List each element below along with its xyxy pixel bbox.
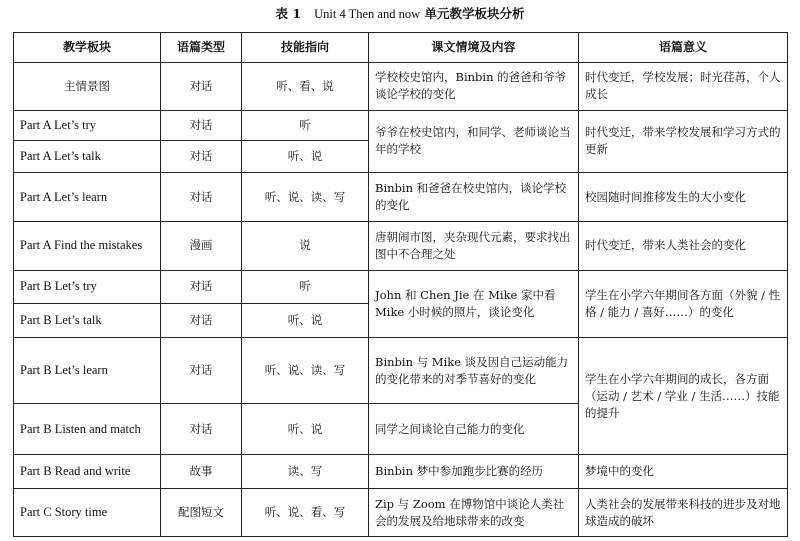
cell-meaning: 时代变迁，带来人类社会的变化: [579, 222, 788, 271]
cell-meaning: 校园随时间推移发生的大小变化: [579, 173, 788, 222]
cell-skills: 听、看、说: [242, 63, 369, 111]
cell-context: Binbin 与 Mike 谈及因自己运动能力的变化带来的对季节喜好的变化: [369, 338, 579, 404]
caption-unit: Unit 4 Then and now: [314, 7, 421, 21]
cell-type: 对话: [161, 270, 242, 303]
table-row: [14, 110, 788, 141]
cell-block: Part A Let’s learn: [14, 173, 161, 222]
cell-block: Part A Let’s try: [14, 110, 161, 141]
cell-block: Part B Let’s talk: [14, 303, 161, 338]
cell-type: 对话: [161, 303, 242, 338]
cell-skills: 读、写: [242, 455, 369, 489]
cell-context: 爷爷在校史馆内，和同学、老师谈论当年的学校: [369, 110, 579, 172]
cell-type: 对话: [161, 338, 242, 404]
table-row: [14, 489, 788, 537]
cell-skills: 听: [242, 270, 369, 303]
cell-type: 对话: [161, 173, 242, 222]
header-meaning: 语篇意义: [579, 33, 788, 63]
cell-block: Part B Let’s try: [14, 270, 161, 303]
cell-skills: 听、说、看、写: [242, 489, 369, 537]
cell-context: Binbin 梦中参加跑步比赛的经历: [369, 455, 579, 489]
cell-meaning: 人类社会的发展带来科技的进步及对地球造成的破坏: [579, 489, 788, 537]
table-caption: [0, 4, 800, 24]
table-row: [14, 63, 788, 111]
cell-context: Binbin 和爸爸在校史馆内，谈论学校的变化: [369, 173, 579, 222]
cell-context: Zip 与 Zoom 在博物馆中谈论人类社会的发展及给地球带来的改变: [369, 489, 579, 537]
cell-type: 对话: [161, 110, 242, 141]
cell-type: 漫画: [161, 222, 242, 271]
table-row: [14, 222, 788, 271]
cell-skills: 听、说、读、写: [242, 173, 369, 222]
cell-skills: 听、说: [242, 404, 369, 455]
caption-suffix: 单元教学板块分析: [424, 6, 525, 21]
header-type: 语篇类型: [161, 33, 242, 63]
cell-context: 同学之间谈论自己能力的变化: [369, 404, 579, 455]
cell-meaning: 学生在小学六年期间各方面（外貌 / 性格 / 能力 / 喜好……）的变化: [579, 270, 788, 337]
cell-type: 对话: [161, 63, 242, 111]
cell-context: 学校校史馆内，Binbin 的爸爸和爷爷谈论学校的变化: [369, 63, 579, 111]
table-row: [14, 338, 788, 404]
cell-block: Part C Story time: [14, 489, 161, 537]
caption-prefix: 表 1: [275, 6, 302, 21]
cell-meaning: 时代变迁，学校发展；时光荏苒，个人成长: [579, 63, 788, 111]
table-row: [14, 270, 788, 303]
table-row: [14, 455, 788, 489]
cell-skills: 听、说、读、写: [242, 338, 369, 404]
header-context: 课文情境及内容: [369, 33, 579, 63]
cell-skills: 听、说: [242, 303, 369, 338]
cell-meaning: 时代变迁，带来学校发展和学习方式的更新: [579, 110, 788, 172]
cell-type: 对话: [161, 141, 242, 173]
header-block: 教学板块: [14, 33, 161, 63]
cell-block: Part B Let’s learn: [14, 338, 161, 404]
cell-skills: 说: [242, 222, 369, 271]
table-header-row: [14, 33, 788, 63]
table-row: [14, 173, 788, 222]
cell-meaning: 梦境中的变化: [579, 455, 788, 489]
cell-context: 唐朝闹市图，夹杂现代元素，要求找出图中不合理之处: [369, 222, 579, 271]
cell-block: Part B Read and write: [14, 455, 161, 489]
cell-block: 主情景图: [14, 63, 161, 111]
cell-context: John 和 Chen Jie 在 Mike 家中看 Mike 小时候的照片，谈论变化: [369, 270, 579, 337]
cell-block: Part A Find the mistakes: [14, 222, 161, 271]
cell-type: 对话: [161, 404, 242, 455]
cell-skills: 听、说: [242, 141, 369, 173]
header-skills: 技能指向: [242, 33, 369, 63]
cell-type: 故事: [161, 455, 242, 489]
cell-block: Part B Listen and match: [14, 404, 161, 455]
cell-skills: 听: [242, 110, 369, 141]
cell-type: 配图短文: [161, 489, 242, 537]
cell-block: Part A Let’s talk: [14, 141, 161, 173]
cell-meaning: 学生在小学六年期间的成长，各方面（运动 / 艺术 / 学业 / 生活……）技能的提升: [579, 338, 788, 455]
analysis-table: [13, 32, 788, 537]
